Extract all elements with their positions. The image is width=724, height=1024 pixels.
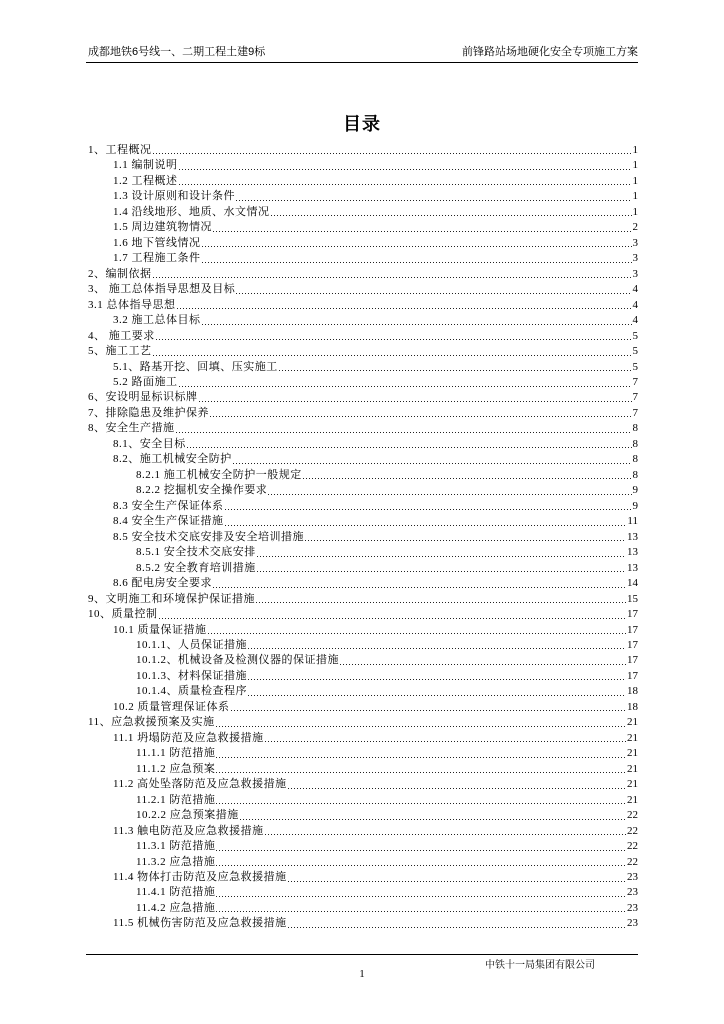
toc-entry-page: 17 (627, 654, 638, 667)
toc-entry-label: 11.2 高处坠落防范及应急救援措施 (113, 778, 287, 791)
toc-entry-label: 5.2 路面施工 (113, 376, 178, 389)
toc-entry-label: 5.1、路基开挖、回填、压实施工 (113, 360, 278, 373)
toc-entry-label: 8.5 安全技术交底安排及安全培训措施 (113, 530, 304, 543)
toc-entry (88, 623, 638, 638)
toc-entry-page: 1 (632, 159, 638, 172)
toc-entry (88, 499, 638, 514)
toc-entry-page: 21 (627, 762, 638, 775)
toc-entry-label: 11、应急救援预案及实施 (88, 716, 215, 729)
toc-entry-page: 21 (627, 793, 638, 806)
toc-entry-page: 7 (632, 391, 638, 404)
header-divider (86, 62, 638, 63)
toc-entry (88, 700, 638, 715)
toc-entry (88, 561, 638, 576)
toc-entry-page: 18 (627, 700, 638, 713)
toc-entry (88, 762, 638, 777)
toc-entry-page: 3 (632, 252, 638, 265)
toc-leader-dots (216, 911, 626, 912)
toc-entry-page: 7 (632, 376, 638, 389)
toc-entry (88, 576, 638, 591)
toc-entry (88, 715, 638, 730)
toc-entry-page: 3 (632, 267, 638, 280)
toc-leader-dots (240, 819, 626, 820)
toc-entry-page: 21 (627, 716, 638, 729)
toc-entry (88, 870, 638, 885)
toc-entry-label: 8.6 配电房安全要求 (113, 577, 212, 590)
toc-entry (88, 298, 638, 313)
toc-entry-label: 10.2.2 应急预案措施 (136, 809, 239, 822)
toc-entry-page: 21 (627, 731, 638, 744)
toc-entry-page: 13 (627, 546, 638, 559)
toc-entry-label: 8.2.1 施工机械安全防护一般规定 (136, 468, 302, 481)
header-document-title: 前锋路站场地硬化安全专项施工方案 (462, 46, 638, 58)
toc-entry-page: 3 (632, 236, 638, 249)
toc-leader-dots (179, 386, 632, 387)
toc-entry-label: 10.1.4、质量检查程序 (136, 685, 247, 698)
toc-entry-label: 11.2.1 防范措施 (136, 793, 216, 806)
toc-entry-label: 11.3 触电防范及应急救援措施 (113, 824, 264, 837)
page-title: 目录 (343, 114, 381, 134)
toc-leader-dots (268, 494, 631, 495)
toc-leader-dots (233, 463, 632, 464)
toc-leader-dots (225, 509, 632, 510)
toc-entry-label: 1.2 工程概述 (113, 174, 178, 187)
toc-entry-page: 11 (627, 515, 638, 528)
toc-leader-dots (202, 246, 632, 247)
toc-entry-page: 1 (632, 143, 638, 156)
toc-entry (88, 808, 638, 823)
toc-leader-dots (156, 339, 632, 340)
toc-entry-page: 17 (627, 608, 638, 621)
toc-leader-dots (213, 231, 632, 232)
toc-leader-dots (153, 277, 632, 278)
toc-entry-label: 8.2.2 挖掘机安全操作要求 (136, 484, 268, 497)
toc-entry (88, 731, 638, 746)
toc-leader-dots (199, 401, 632, 402)
toc-entry-page: 22 (627, 809, 638, 822)
toc-entry-label: 1.1 编制说明 (113, 159, 178, 172)
header-project-name: 成都地铁6号线一、二期工程土建9标 (88, 46, 266, 58)
toc-leader-dots (236, 200, 632, 201)
toc-entry (88, 174, 638, 189)
toc-entry-page: 23 (627, 871, 638, 884)
toc-entry (88, 514, 638, 529)
toc-entry (88, 236, 638, 251)
toc-entry (88, 267, 638, 282)
toc-entry (88, 530, 638, 545)
toc-entry-label: 1、工程概况 (88, 143, 152, 156)
toc-entry-label: 11.1.1 防范措施 (136, 747, 216, 760)
toc-entry-label: 11.5 机械伤害防范及应急救援措施 (113, 917, 287, 930)
toc-entry-page: 2 (632, 221, 638, 234)
toc-entry-page: 5 (632, 360, 638, 373)
toc-entry-page: 17 (627, 623, 638, 636)
toc-entry-label: 10.2 质量管理保证体系 (113, 700, 230, 713)
toc-leader-dots (248, 695, 626, 696)
toc-entry-page: 21 (627, 747, 638, 760)
toc-entry (88, 329, 638, 344)
toc-entry-label: 8.1、安全目标 (113, 437, 186, 450)
toc-entry (88, 375, 638, 390)
toc-entry-label: 8.5.2 安全教育培训措施 (136, 561, 256, 574)
toc-entry-label: 10.1 质量保证措施 (113, 623, 207, 636)
toc-entry-label: 3.1 总体指导思想 (88, 298, 176, 311)
toc-entry-page: 7 (632, 406, 638, 419)
toc-entry-page: 22 (627, 840, 638, 853)
toc-leader-dots (216, 757, 626, 758)
toc-leader-dots (271, 215, 632, 216)
toc-entry-page: 21 (627, 778, 638, 791)
toc-entry-label: 1.3 设计原则和设计条件 (113, 190, 235, 203)
toc-leader-dots (159, 618, 627, 619)
toc-leader-dots (202, 262, 632, 263)
toc-entry (88, 901, 638, 916)
toc-leader-dots (303, 478, 632, 479)
toc-entry-page: 5 (632, 345, 638, 358)
toc-entry-label: 8、安全生产措施 (88, 422, 175, 435)
toc-entry (88, 638, 638, 653)
toc-entry-page: 23 (627, 886, 638, 899)
toc-entry-label: 8.3 安全生产保证体系 (113, 499, 224, 512)
toc-leader-dots (340, 664, 626, 665)
toc-leader-dots (216, 896, 626, 897)
toc-entry (88, 189, 638, 204)
footer-divider (86, 954, 638, 955)
toc-entry-label: 1.4 沿线地形、地质、水文情况 (113, 205, 270, 218)
toc-leader-dots (153, 355, 632, 356)
toc-entry-page: 23 (627, 917, 638, 930)
toc-entry (88, 824, 638, 839)
toc-entry-label: 5、施工工艺 (88, 345, 152, 358)
toc-entry-label: 1.5 周边建筑物情况 (113, 221, 212, 234)
toc-leader-dots (177, 308, 632, 309)
toc-entry (88, 839, 638, 854)
toc-entry-page: 4 (632, 298, 638, 311)
toc-leader-dots (288, 881, 626, 882)
toc-entry-label: 11.4.1 防范措施 (136, 886, 216, 899)
toc-entry-label: 3.2 施工总体目标 (113, 314, 201, 327)
toc-entry-page: 22 (627, 855, 638, 868)
toc-entry (88, 545, 638, 560)
toc-entry (88, 360, 638, 375)
toc-entry (88, 143, 638, 158)
toc-entry-page: 1 (632, 174, 638, 187)
toc-entry-page: 15 (627, 592, 638, 605)
toc-leader-dots (216, 726, 626, 727)
footer-page-number: 1 (359, 968, 365, 980)
toc-entry-label: 11.3.2 应急措施 (136, 855, 216, 868)
toc-entry-page: 13 (627, 561, 638, 574)
toc-entry-page: 13 (627, 530, 638, 543)
toc-entry-label: 4、 施工要求 (88, 329, 155, 342)
toc-entry-page: 8 (632, 437, 638, 450)
toc-entry-label: 6、安设明显标识标牌 (88, 391, 198, 404)
toc-entry-label: 10.1.1、人员保证措施 (136, 638, 247, 651)
toc-leader-dots (216, 803, 626, 804)
toc-entry (88, 313, 638, 328)
toc-entry (88, 855, 638, 870)
toc-leader-dots (187, 447, 632, 448)
toc-leader-dots (213, 587, 626, 588)
toc-leader-dots (256, 602, 626, 603)
toc-entry (88, 437, 638, 452)
toc-entry (88, 684, 638, 699)
toc-entry-page: 17 (627, 669, 638, 682)
toc-entry (88, 653, 638, 668)
toc-entry (88, 468, 638, 483)
toc-entry-label: 10.1.3、材料保证措施 (136, 669, 247, 682)
toc-leader-dots (216, 850, 626, 851)
toc-entry-page: 8 (632, 453, 638, 466)
toc-leader-dots (225, 525, 627, 526)
toc-entry (88, 916, 638, 931)
toc-entry-page: 4 (632, 314, 638, 327)
toc-entry-label: 7、排除隐患及维护保养 (88, 406, 209, 419)
toc-entry (88, 344, 638, 359)
toc-leader-dots (176, 432, 632, 433)
toc-entry-label: 8.2、施工机械安全防护 (113, 453, 232, 466)
toc-leader-dots (279, 370, 632, 371)
toc-leader-dots (248, 648, 626, 649)
toc-entry-label: 9、文明施工和环境保护保证措施 (88, 592, 255, 605)
toc-leader-dots (248, 679, 626, 680)
toc-entry (88, 282, 638, 297)
toc-entry-label: 10.1.2、机械设备及检测仪器的保证措施 (136, 654, 339, 667)
toc-entry-label: 1.6 地下管线情况 (113, 236, 201, 249)
toc-entry (88, 220, 638, 235)
toc-entry (88, 251, 638, 266)
toc-entry-page: 18 (627, 685, 638, 698)
toc-entry (88, 391, 638, 406)
toc-list (88, 143, 638, 932)
toc-leader-dots (179, 184, 632, 185)
toc-leader-dots (216, 772, 626, 773)
toc-leader-dots (210, 416, 632, 417)
toc-leader-dots (179, 169, 632, 170)
toc-entry-page: 1 (632, 205, 638, 218)
toc-entry (88, 205, 638, 220)
toc-entry-page: 5 (632, 329, 638, 342)
toc-entry (88, 669, 638, 684)
toc-entry-page: 17 (627, 638, 638, 651)
toc-entry (88, 592, 638, 607)
toc-leader-dots (231, 710, 627, 711)
toc-entry (88, 406, 638, 421)
toc-entry-label: 11.4.2 应急措施 (136, 901, 216, 914)
toc-entry (88, 483, 638, 498)
toc-leader-dots (236, 293, 631, 294)
toc-entry-label: 8.5.1 安全技术交底安排 (136, 546, 256, 559)
toc-entry-label: 11.4 物体打击防范及应急救援措施 (113, 871, 287, 884)
toc-entry-page: 8 (632, 422, 638, 435)
toc-entry-label: 3、 施工总体指导思想及目标 (88, 283, 236, 296)
toc-leader-dots (305, 540, 626, 541)
toc-entry (88, 777, 638, 792)
toc-entry (88, 607, 638, 622)
toc-leader-dots (265, 834, 626, 835)
toc-leader-dots (202, 324, 632, 325)
toc-entry-label: 11.1 坍塌防范及应急救援措施 (113, 731, 264, 744)
toc-entry-page: 1 (632, 190, 638, 203)
toc-entry-label: 11.3.1 防范措施 (136, 840, 216, 853)
toc-entry-page: 4 (632, 283, 638, 296)
toc-leader-dots (208, 633, 627, 634)
toc-entry (88, 793, 638, 808)
toc-leader-dots (257, 571, 626, 572)
toc-entry-label: 2、编制依据 (88, 267, 152, 280)
toc-leader-dots (265, 741, 626, 742)
toc-leader-dots (288, 788, 626, 789)
toc-leader-dots (216, 865, 626, 866)
toc-entry-page: 9 (632, 484, 638, 497)
toc-entry-page: 23 (627, 901, 638, 914)
toc-entry-page: 14 (627, 577, 638, 590)
toc-leader-dots (288, 927, 626, 928)
footer-company: 中铁十一局集团有限公司 (485, 960, 595, 971)
toc-entry (88, 158, 638, 173)
toc-leader-dots (257, 556, 626, 557)
toc-entry (88, 746, 638, 761)
toc-entry-page: 22 (627, 824, 638, 837)
toc-entry-label: 8.4 安全生产保证措施 (113, 515, 224, 528)
toc-entry-page: 9 (632, 499, 638, 512)
toc-entry (88, 421, 638, 436)
toc-entry (88, 452, 638, 467)
toc-entry-label: 10、质量控制 (88, 608, 158, 621)
toc-entry-label: 11.1.2 应急预案 (136, 762, 216, 775)
toc-entry-label: 1.7 工程施工条件 (113, 252, 201, 265)
toc-entry-page: 8 (632, 468, 638, 481)
toc-leader-dots (153, 153, 632, 154)
toc-entry (88, 886, 638, 901)
